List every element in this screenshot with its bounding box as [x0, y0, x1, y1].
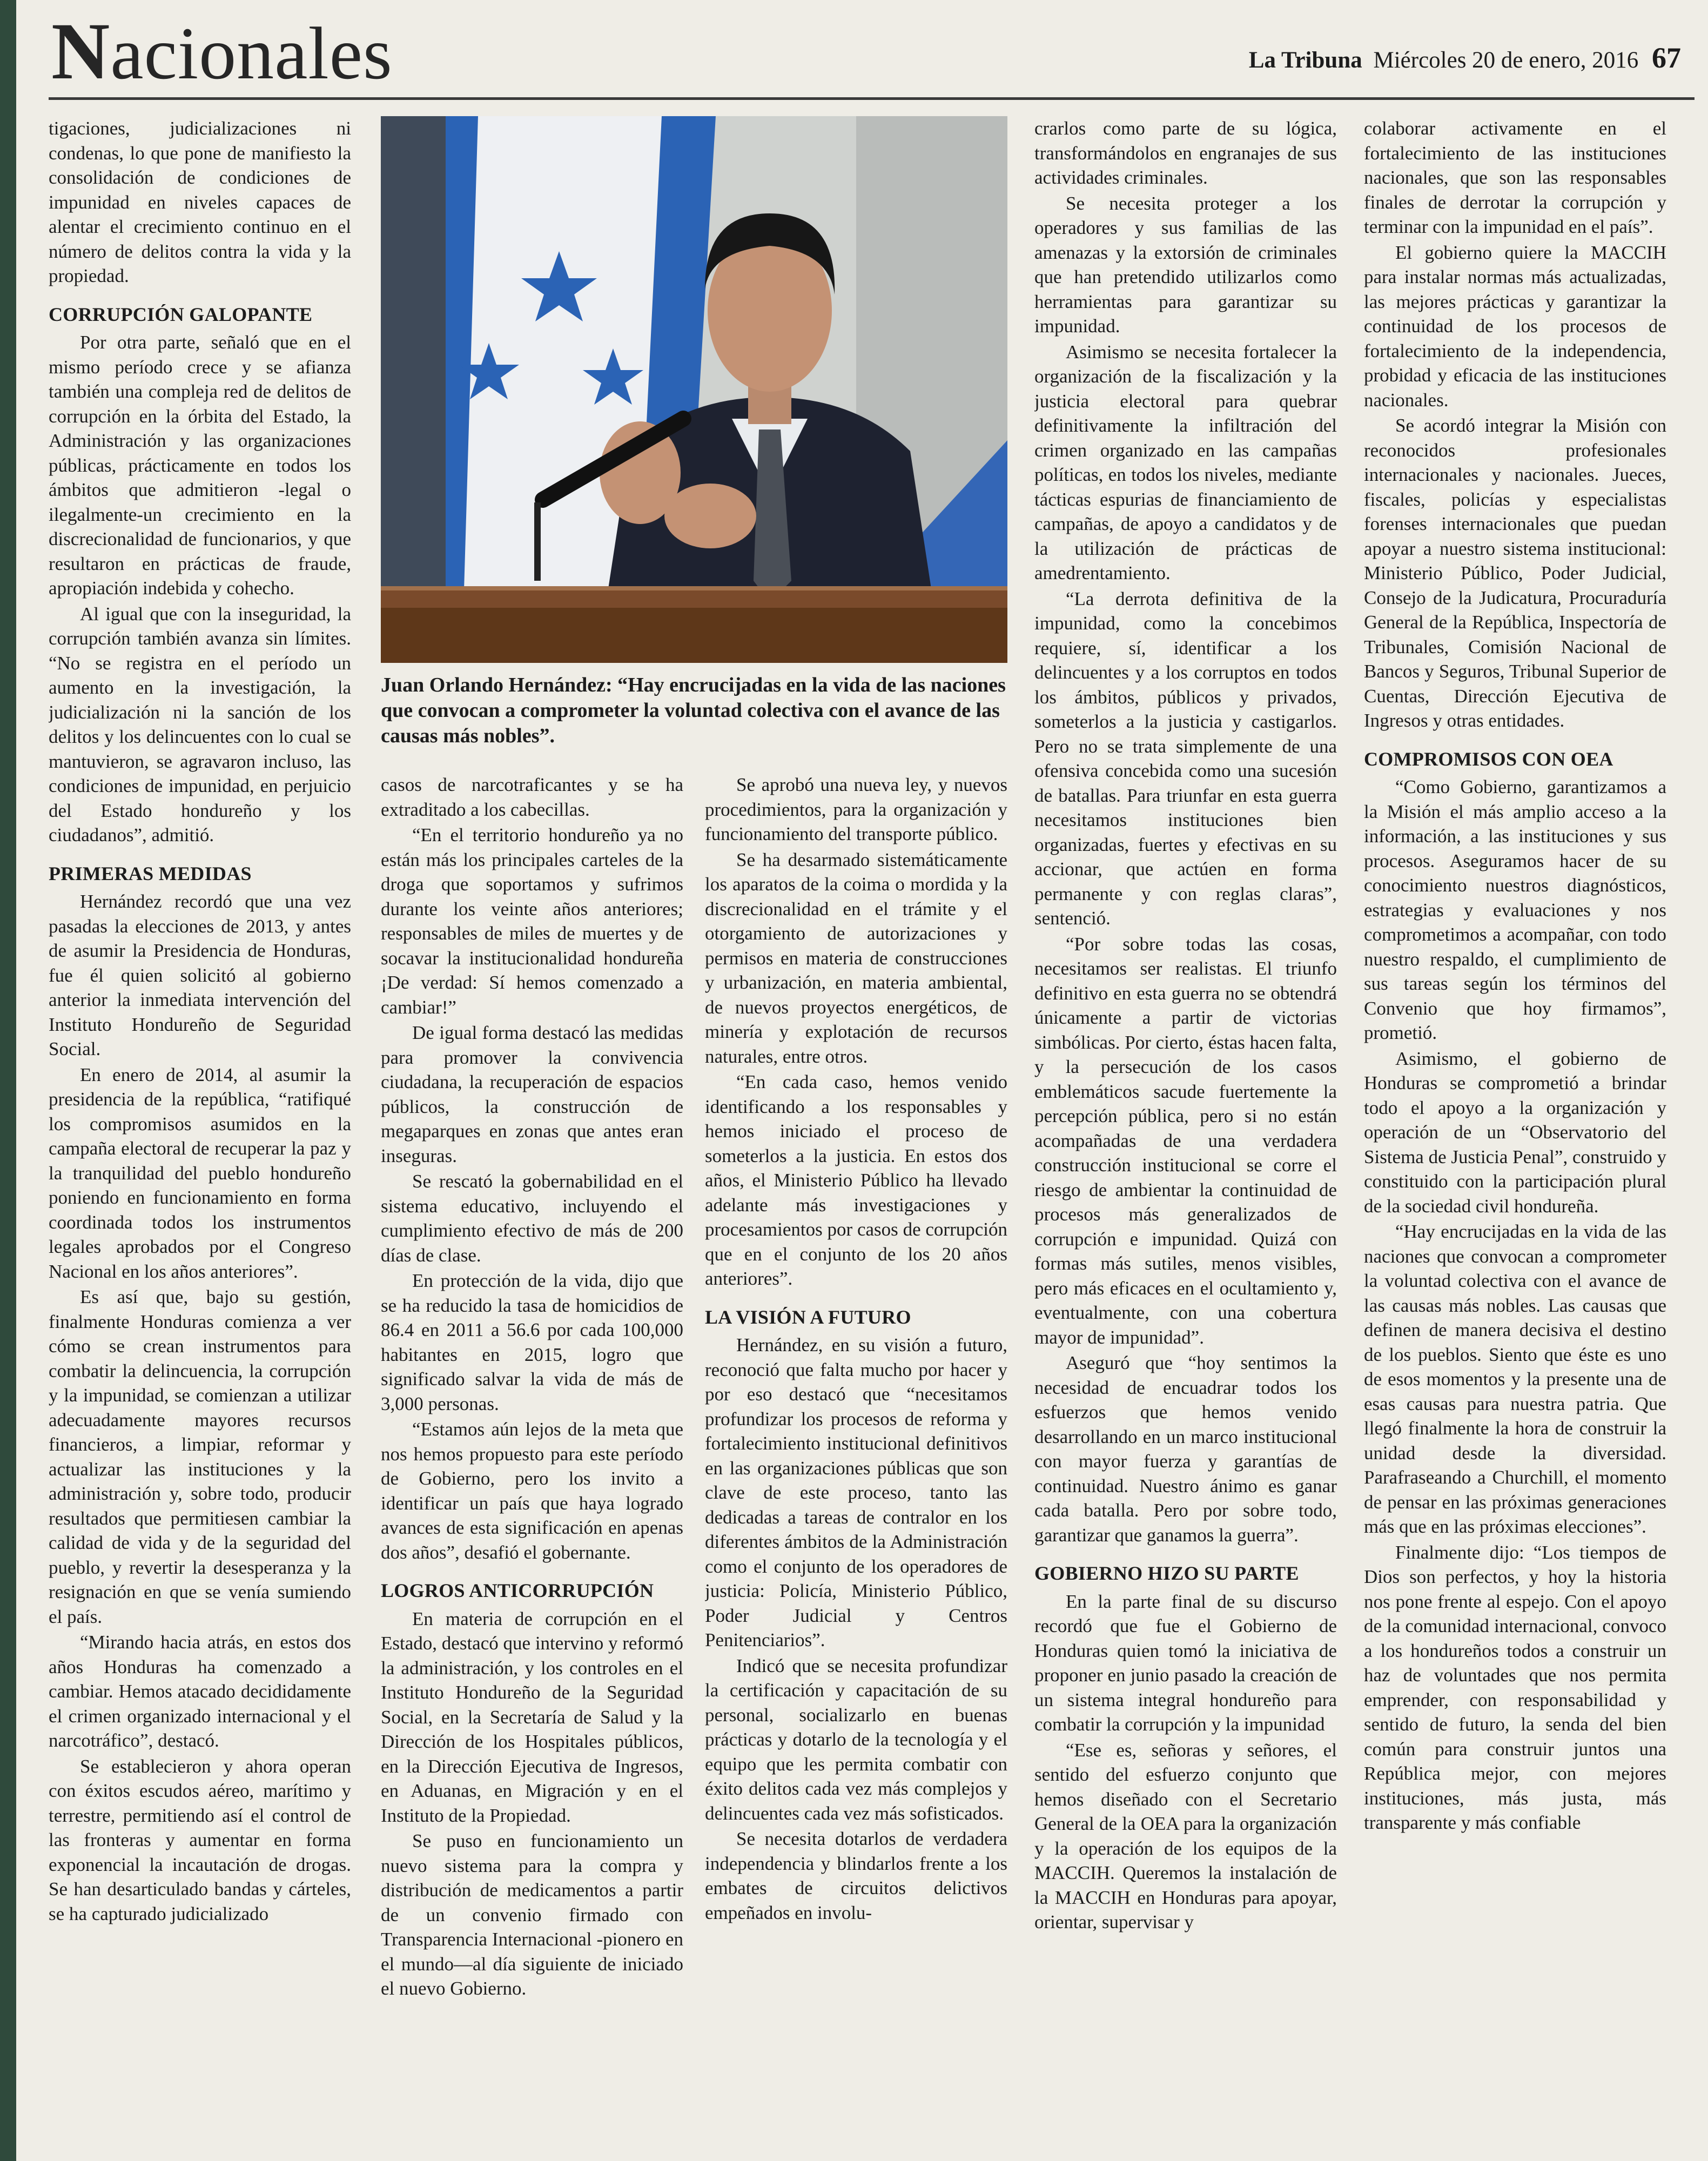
paragraph: “Por sobre todas las cosas, necesitamos ser realistas. El triunfo definitivo en esta guerra no se obtendrá únicamente a partir de victorias simbólicas. Por cierto, éstas hacen falta, y la persecución de los casos emblemáticos sacude fuertemente la percepción pública, pero si no están acompañadas de una verdadera construcción institucional se corre el riesgo de ambientar la continuidad de procesos más generalizados de corrupción e impunidad. Quizá con formas más sutiles, menos visibles, pero más eficaces en el ocultamiento y, eventualmente, con una cobertura mayor de impunidad”. [1034, 933, 1337, 1348]
paragraph: “Ese es, señoras y señores, el sentido del esfuerzo conjunto que hemos diseñado con el Secretario General de la OEA para la organización y la operación de los equipos de la MACCIH. Queremos la instalación de la MACCIH en Honduras para apoyar, orientar, supervisar y [1034, 1739, 1337, 1932]
paragraph: colaborar activamente en el fortalecimiento de las instituciones nacionales, que son las responsables finales de derrotar la corrupción y terminar con la impunidad en el país”. [1364, 118, 1666, 237]
paragraph: En materia de corrupción en el Estado, destacó que intervino y reformó la administración, y los controles en el Instituto Hondureño de la Seguridad Social, en la Secretaría de Salud y la Dirección de los Hospitales públicos, en la Dirección Ejecutiva de Ingresos, en Aduanas, en Migración y en el Instituto de la Propiedad. [381, 1608, 683, 1826]
paragraph: “Como Gobierno, garantizamos a la Misión el más amplio acceso a la información, a las instituciones y sus procesos. Aseguramos hacer de su conocimiento nuestros diagnósticos, estrategias y evaluaciones y nos comprometimos a acompañar, con todo nuestro respaldo, el cumplimiento de sus tareas según los términos del Convenio que hoy firmamos”, prometió. [1364, 776, 1666, 1043]
paragraph: De igual forma destacó las medidas para promover la convivencia ciudadana, la recuperación de espacios públicos, la construcción de megaparques en zonas que antes eran inseguras. [381, 1022, 683, 1166]
subheading: COMPROMISOS CON OEA [1364, 748, 1613, 770]
paragraph: “Hay encrucijadas en la vida de las naciones que convocan a comprometer la voluntad colectiva con el avance de las causas más nobles. Las causas que definen de manera decisiva el destino de los pueblos. Siento que éste es uno de esos momentos y la presente una de esas causas para nuestra patria. Que llegó finalmente la hora de construir la unidad desde la diversidad. Parafraseando a Churchill, el momento de pensar en las próximas generaciones más que en las próximas elecciones”. [1364, 1221, 1666, 1537]
speaker-photo-illustration [381, 116, 1007, 663]
paragraph: En la parte final de su discurso recordó que fue el Gobierno de Honduras quien tomó la iniciativa de proponer en junio pasado la creación de un sistema integral hondureño para combatir la corrupción y la impunidad [1034, 1590, 1337, 1735]
paragraph: Asimismo se necesita fortalecer la organización de la fiscalización y la justicia electoral para quebrar definitivamente la infiltración del crimen organizado en las campañas políticas, en todos los niveles, mediante tácticas espurias de financiamiento de campañas, de apoyo a candidatos y de la utilización de prácticas de amedrentamiento. [1034, 341, 1337, 583]
page-number: 67 [1652, 42, 1681, 74]
paragraph: Hernández, en su visión a futuro, reconoció que falta mucho por hacer y por eso destacó que “necesitamos profundizar los procesos de reforma y fortalecimiento institucional definitivos en las organizaciones públicas que son clave de este proceso, tanto las dedicadas a tareas de contralor en los diferentes ámbitos de la Administración como el conjunto de los operadores de justicia: Policía, Ministerio Público, Poder Judicial y Centros Penitenciarios”. [705, 1334, 1007, 1650]
paragraph: Al igual que con la inseguridad, la corrupción también avanza sin límites. “No se registra en el período un aumento en la investigación, la judicialización ni la sanción de los delitos y los delincuentes con lo cual se mantuvieron, se agravaron incluso, las condiciones de impunidad, en perjuicio del Estado hondureño y los ciudadanos”, admitió. [49, 603, 351, 845]
paragraph: Finalmente dijo: “Los tiempos de Dios son perfectos, y hoy la historia nos pone frente al espejo. Con el apoyo de la comunidad internacional, convoco a los hondureños todos a construir un haz de voluntades que nos permita emprender, con responsabilidad y sentido de futuro, la senda del bien común para construir juntos una República mejor, con mejores instituciones, más justa, más transparente y más confiable [1364, 1541, 1666, 1833]
article-column-2 [381, 773, 683, 2147]
paragraph: Se establecieron y ahora operan con éxitos escudos aéreo, marítimo y terrestre, permitiendo así el control de las fronteras y aumentar en forma exponencial la incautación de drogas. Se han desarticulado bandas y cárteles, se ha capturado judicializado [49, 1755, 351, 1924]
paragraph: Se rescató la gobernabilidad en el sistema educativo, incluyendo el cumplimiento efectivo de más de 200 días de clase. [381, 1171, 683, 1266]
article-column-3 [705, 773, 1007, 2147]
paragraph: El gobierno quiere la MACCIH para instalar normas más actualizadas, las mejores prácticas y garantizar la continuidad de los procesos de fortalecimiento de la independencia, probidad y eficacia de las instituciones nacionales. [1364, 241, 1666, 411]
subheading: LA VISIÓN A FUTURO [705, 1306, 911, 1328]
subheading: GOBIERNO HIZO SU PARTE [1034, 1562, 1299, 1584]
section-title: Nacionales [51, 6, 393, 96]
subheading: LOGROS ANTICORRUPCIÓN [381, 1580, 654, 1601]
paragraph: “En el territorio hondureño ya no están más los principales carteles de la droga que soportamos y sufrimos durante los veinte años anteriores; responsables de miles de muertes y de socavar la institucionalidad hondureña ¡De verdad: Sí hemos comenzado a cambiar!” [381, 824, 683, 1018]
paragraph: “La derrota definitiva de la impunidad, como la concebimos requiere, sí, identificar a los delincuentes y a los corruptos en todos los ámbitos, públicos y privados, someterlos a la justicia y castigarlos. Pero no se trata simplemente de una ofensiva concebida como una sucesión de batallas. Para triunfar en esta guerra necesitamos instituciones bien organizadas, fuertes y efectivas en su accionar, que actúen en forma permanente y con reglas claras”, sentenció. [1034, 588, 1337, 929]
paragraph: Indicó que se necesita profundizar la certificación y capacitación de su personal, socializarlo en buenas prácticas y dotarlo de la tecnología y el equipo que les permita combatir con éxito delitos cada vez más complejos y delincuentes cada vez más sofisticados. [705, 1655, 1007, 1824]
masthead [1249, 43, 1681, 72]
speaker-photo [381, 116, 1007, 663]
paragraph: casos de narcotraficantes y se ha extraditado a los cabecillas. [381, 774, 683, 820]
paragraph: En enero de 2014, al asumir la presidencia de la república, “ratifiqué los compromisos asumidos en la campaña electoral de recuperar la paz y la tranquilidad del pueblo hondureño poniendo en funcionamiento en forma coordinada todos los instrumentos legales aprobados por el Congreso Nacional en los años anteriores”. [49, 1064, 351, 1282]
paragraph: “Mirando hacia atrás, en estos dos años Honduras ha comenzado a cambiar. Hemos atacado decididamente el crimen organizado internacional y el narcotráfico”, destacó. [49, 1632, 351, 1751]
paragraph: “En cada caso, hemos venido identificando a los responsables y hemos iniciado el proceso de someterlos a la justicia. En estos dos años, el Ministerio Público ha llevado adelante más investigaciones y procesamientos por casos de corrupción que en el conjunto de los 20 años anteriores”. [705, 1071, 1007, 1289]
paragraph: Se acordó integrar la Misión con reconocidos profesionales internacionales y nacionales. Jueces, fiscales, policías y especialistas forenses internacionales que puedan apoyar a nuestro sistema institucional: Ministerio Público, Poder Judicial, Consejo de la Judicatura, Procuraduría General de la República, Inspectoría de Tribunales, Comisión Nacional de Bancos y Seguros, Tribunal Superior de Cuentas, Dirección Ejecutiva de Ingresos y otras entidades. [1364, 415, 1666, 731]
paragraph: En protección de la vida, dijo que se ha reducido la tasa de homicidios de 86.4 en 2011 a 56.6 por cada 100,000 habitantes en 2015, logro que significado salvar la vida de más de 3,000 personas. [381, 1270, 683, 1414]
paragraph: Asimismo, el gobierno de Honduras se comprometió a brindar todo el apoyo a la organización y operación de un “Observatorio del Sistema de Justicia Penal”, construido y constituido con la participación plural de la sociedad civil hondureña. [1364, 1048, 1666, 1217]
paragraph: Se aprobó una nueva ley, y nuevos procedimientos, para la organización y funcionamiento del transporte público. [705, 774, 1007, 844]
paragraph: Se necesita proteger a los operadores y sus familias de las amenazas y la extorsión de criminales que han pretendido utilizarlos como herramientas para garantizar su impunidad. [1034, 192, 1337, 337]
paragraph: Es así que, bajo su gestión, finalmente Honduras comienza a ver cómo se crean instrumentos para combatir la delincuencia, la corrupción y la impunidad, se comienzan a utilizar adecuadamente mayores recursos financieros, a limpiar, reformar y actualizar las instituciones y la administración y, sobre todo, producir resultados que permitiesen cambiar la calidad de vida y de la seguridad del pueblo, y revertir la desesperanza y la resignación en que se venía sumiendo el país. [49, 1286, 351, 1627]
paragraph: Hernández recordó que una vez pasadas la elecciones de 2013, y antes de asumir la Presidencia de Honduras, fue él quien solicitó al gobierno anterior la inmediata intervención del Instituto Hondureño de Seguridad Social. [49, 891, 351, 1059]
header-rule [49, 97, 1694, 100]
paragraph: crarlos como parte de su lógica, transformándolos en engranajes de sus actividades criminales. [1034, 118, 1337, 188]
subheading: CORRUPCIÓN GALOPANTE [49, 303, 313, 325]
paragraph: Aseguró que “hoy sentimos la necesidad de encuadrar todos los esfuerzos que hemos venido desarrollando en un marco institucional con mayor fuerza y garantías de continuidad. Nuestro ánimo es ganar cada batalla. Pero por sobre todo, garantizar que ganamos la guerra”. [1034, 1352, 1337, 1546]
issue-date: Miércoles 20 de enero, 2016 [1373, 48, 1639, 73]
paragraph: Se puso en funcionamiento un nuevo sistema para la compra y distribución de medicamentos a partir de un convenio firmado con Transparencia Internacional -pionero en el mundo—al día siguiente de iniciado el nuevo Gobierno. [381, 1830, 683, 1999]
paragraph: tigaciones, judicializaciones ni condenas, lo que pone de manifiesto la consolidación de condiciones de impunidad en niveles capaces de alentar el crecimiento continuo en el número de delitos contra la vida y la propiedad. [49, 118, 351, 286]
article-column-5 [1364, 116, 1666, 2147]
paragraph: Se ha desarmado sistemáticamente los aparatos de la coima o mordida y la discrecionalidad en el trámite y el otorgamiento de autorizaciones y permisos en materia de construcciones y urbanización, en materia ambiental, de nuevos proyectos energéticos, de minería y explotación de recursos naturales, entre otros. [705, 849, 1007, 1067]
scan-edge [0, 0, 16, 2161]
article-column-1 [49, 116, 351, 2147]
paragraph: Por otra parte, señaló que en el mismo período crece y se afianza también una compleja red de delitos de corrupción en la órbita del Estado, la Administración y las organizaciones públicas, prácticamente en todos los ámbitos que admitieron -legal o ilegalmente-un crecimiento en la discrecionalidad de funcionarios, y que resultaron en prácticas de fraude, apropiación indebida y cohecho. [49, 332, 351, 599]
paragraph: “Estamos aún lejos de la meta que nos hemos propuesto para este período de Gobierno, pero los invito a identificar un país que haya logrado avances de esta significación en apenas dos años”, desafió el gobernante. [381, 1419, 683, 1563]
subheading: PRIMERAS MEDIDAS [49, 862, 252, 884]
article-column-4 [1034, 116, 1337, 2147]
paragraph: Se necesita dotarlos de verdadera independencia y blindarlos frente a los embates de circuitos delictivos empeñados en involu- [705, 1828, 1007, 1923]
photo-caption: Juan Orlando Hernández: “Hay encrucijadas en la vida de las naciones que convocan a comprometer la voluntad colectiva con el avance de las causas más nobles”. [381, 674, 1006, 747]
newspaper-name: La Tribuna [1248, 48, 1362, 73]
